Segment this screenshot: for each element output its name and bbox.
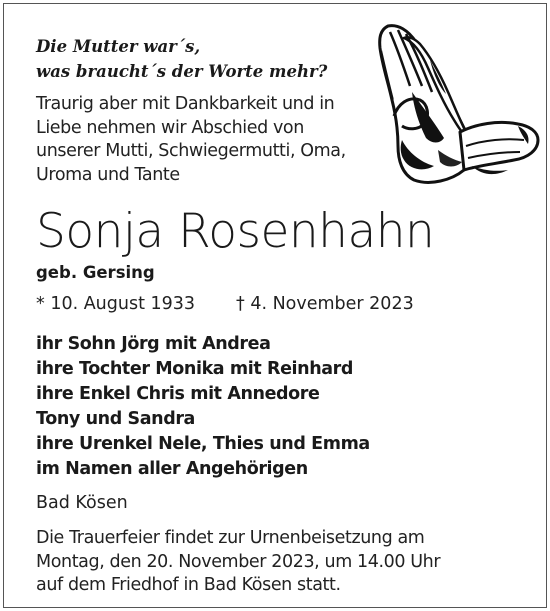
mourner-line: ihre Enkel Chris mit Annedore [36, 384, 320, 404]
life-dates [36, 293, 414, 315]
mourner-line: ihre Urenkel Nele, Thies und Emma [36, 434, 370, 454]
opening-quote [36, 34, 327, 84]
mourners-list [36, 332, 370, 482]
intro-line: Traurig aber mit Dankbarkeit und in [36, 94, 335, 114]
mourner-line: Tony und Sandra [36, 409, 195, 429]
notice-line: Die Trauerfeier findet zur Urnenbeisetzung am [36, 528, 425, 548]
praying-hands-icon [368, 20, 544, 196]
quote-line: Die Mutter war´s, [36, 37, 201, 56]
funeral-notice [36, 527, 440, 598]
obituary-notice [3, 3, 547, 608]
intro-text [36, 93, 346, 187]
intro-line: Uroma und Tante [36, 164, 180, 185]
maiden-name: geb. Gersing [36, 263, 155, 282]
deceased-name: Sonja Rosenhahn [36, 204, 435, 259]
mourner-line: im Namen aller Angehörigen [36, 459, 308, 479]
mourner-line: ihr Sohn Jörg mit Andrea [36, 334, 271, 354]
intro-line: unserer Mutti, Schwiegermutti, Oma, [36, 141, 346, 161]
intro-line: Liebe nehmen wir Abschied von [36, 117, 304, 138]
birth-date: * 10. August 1933 [36, 294, 196, 314]
notice-line: auf dem Friedhof in Bad Kösen statt. [36, 575, 341, 595]
quote-line: was braucht´s der Worte mehr? [36, 62, 328, 81]
mourner-line: ihre Tochter Monika mit Reinhard [36, 359, 354, 379]
death-date: † 4. November 2023 [236, 294, 414, 314]
notice-line: Montag, den 20. November 2023, um 14.00 Uhr [36, 551, 441, 572]
place-name: Bad Kösen [36, 493, 128, 513]
